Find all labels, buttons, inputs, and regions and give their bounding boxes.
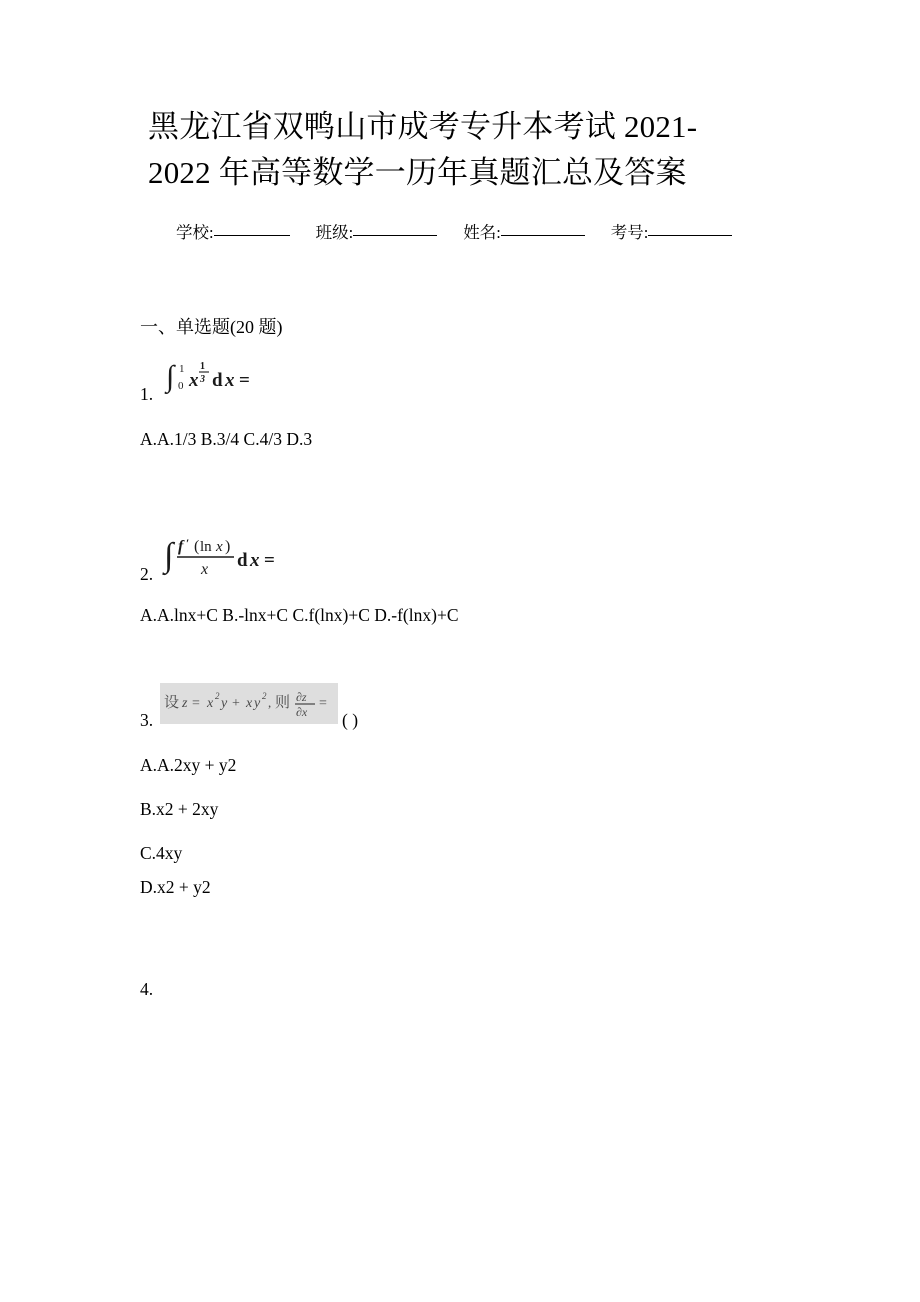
question-3-answer-paren: ( ) bbox=[342, 710, 359, 730]
svg-text:=: = bbox=[264, 550, 275, 571]
page-title-line-2: 2022 年高等数学一历年真题汇总及答案 bbox=[148, 155, 687, 190]
svg-text:1: 1 bbox=[179, 363, 185, 375]
svg-text:x: x bbox=[216, 539, 223, 555]
class-input[interactable] bbox=[353, 235, 437, 236]
svg-text:0: 0 bbox=[178, 380, 184, 392]
svg-text:∂x: ∂x bbox=[296, 705, 308, 719]
name-label: 姓名: bbox=[463, 223, 501, 242]
question-3-formula bbox=[160, 683, 338, 724]
svg-text:(: ( bbox=[194, 538, 200, 555]
svg-text:3: 3 bbox=[200, 374, 205, 385]
svg-text:z: z bbox=[182, 696, 188, 711]
question-2-stem bbox=[140, 528, 840, 584]
question-2-formula bbox=[162, 530, 292, 580]
svg-text:d: d bbox=[237, 550, 248, 571]
svg-text:d: d bbox=[212, 370, 223, 391]
svg-text:f: f bbox=[178, 538, 184, 555]
question-3-options bbox=[140, 750, 840, 902]
svg-text:=: = bbox=[319, 696, 327, 711]
svg-text:y: y bbox=[221, 696, 228, 711]
question-3-option-c: C.4xy bbox=[140, 843, 183, 863]
formula-image-integral-f-prime-lnx-over-x bbox=[162, 530, 292, 580]
svg-text:x: x bbox=[201, 561, 209, 578]
svg-text:): ) bbox=[225, 538, 231, 555]
svg-text:∫: ∫ bbox=[166, 360, 175, 393]
question-3-stem bbox=[140, 686, 840, 734]
school-label: 学校: bbox=[176, 223, 214, 242]
exam-no-field bbox=[611, 219, 733, 247]
svg-text:设: 设 bbox=[164, 695, 180, 711]
question-3-option-a: A.A.2xy + y2 bbox=[140, 755, 237, 775]
question-1-formula bbox=[162, 356, 266, 396]
question-3-option-d: D.x2 + y2 bbox=[140, 877, 211, 897]
svg-text:则: 则 bbox=[275, 695, 291, 711]
formula-image-partial-derivative-z bbox=[160, 683, 338, 724]
svg-text:,: , bbox=[268, 695, 272, 710]
question-2-options: A.A.lnx+C B.-lnx+C C.f(lnx)+C D.-f(lnx)+C bbox=[140, 605, 459, 625]
svg-text:x: x bbox=[225, 370, 235, 391]
question-1-options: A.A.1/3 B.3/4 C.4/3 D.3 bbox=[140, 429, 313, 449]
svg-text:2: 2 bbox=[215, 691, 220, 701]
question-3-option-b: B.x2 + 2xy bbox=[140, 799, 219, 819]
school-field bbox=[176, 219, 290, 247]
name-input[interactable] bbox=[501, 235, 585, 236]
question-1 bbox=[140, 358, 840, 454]
svg-text:1: 1 bbox=[200, 361, 205, 372]
svg-text:∂z: ∂z bbox=[296, 690, 307, 704]
section-heading: 一、单选题(20 题) bbox=[140, 317, 283, 337]
class-label: 班级: bbox=[315, 223, 354, 242]
name-field bbox=[463, 219, 585, 247]
svg-text:+: + bbox=[232, 696, 240, 711]
question-3 bbox=[140, 686, 840, 902]
page-title bbox=[148, 104, 772, 196]
svg-text:y: y bbox=[254, 696, 261, 711]
svg-text:′: ′ bbox=[186, 536, 190, 550]
question-2-number: 2. bbox=[140, 564, 154, 584]
svg-text:∫: ∫ bbox=[164, 537, 174, 574]
formula-image-integral-x-cube-root bbox=[162, 356, 266, 396]
svg-text:=: = bbox=[239, 370, 250, 391]
svg-text:ln: ln bbox=[200, 539, 212, 555]
question-1-stem bbox=[140, 358, 840, 404]
question-4-number: 4. bbox=[140, 979, 154, 999]
svg-text:x: x bbox=[189, 370, 199, 391]
question-1-number: 1. bbox=[140, 384, 154, 404]
question-2 bbox=[140, 528, 840, 630]
student-info-row bbox=[176, 219, 796, 247]
school-input[interactable] bbox=[214, 235, 290, 236]
svg-text:x: x bbox=[207, 696, 214, 711]
svg-text:2: 2 bbox=[262, 691, 267, 701]
question-3-number: 3. bbox=[140, 710, 154, 730]
exam-no-input[interactable] bbox=[648, 235, 732, 236]
svg-text:x: x bbox=[250, 550, 260, 571]
page-title-line-1: 黑龙江省双鸭山市成考专升本考试 2021- bbox=[148, 109, 698, 144]
exam-no-label: 考号: bbox=[610, 223, 649, 242]
class-field bbox=[316, 219, 438, 247]
svg-text:x: x bbox=[246, 696, 253, 711]
svg-text:=: = bbox=[192, 696, 200, 711]
